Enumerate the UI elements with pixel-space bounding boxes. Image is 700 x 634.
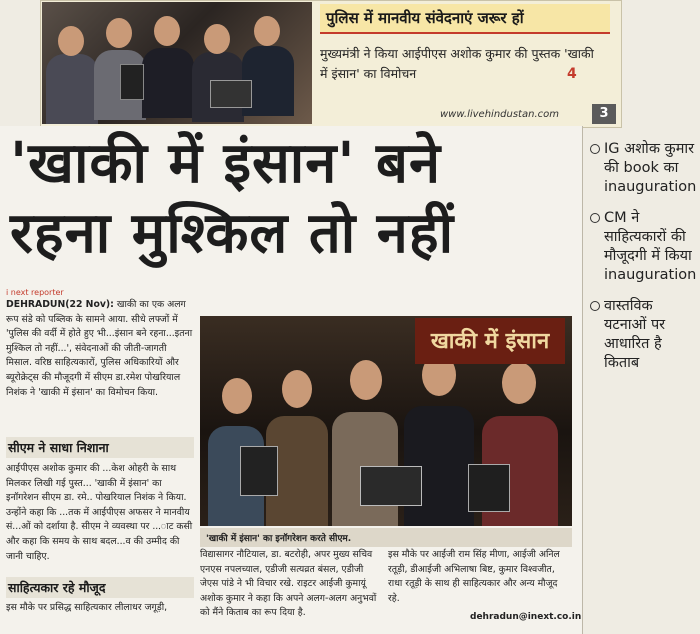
page-number-badge: 3 <box>592 104 616 124</box>
reporter-credit: i next reporter <box>6 288 64 297</box>
article-column-3: इस मौके पर आईजी राम सिंह मीणा, आईजी अनिल रतूड़ी, डीआईजी अभिलाषा बिष्ट, कुमार विश्वजीत, राधा रतूड़ी के साथ ही साहित्यकार और अन्य मौजूद रहे. <box>388 549 560 604</box>
photo-caption: 'खाकी में इंसान' का इनॉगरेशन करते सीएम. <box>200 528 572 547</box>
dateline: DEHRADUN(22 Nov): <box>6 299 114 310</box>
note-item: CM ने साहित्यकारों की मौजूदगी में किया inauguration <box>590 209 698 285</box>
side-notes <box>590 140 698 385</box>
article-paragraph-1: DEHRADUN(22 Nov): खाकी का एक अलग रूप संडे को पब्लिक के सामने आया. सीधे लफ्जों में 'पुलिस की वर्दी में होते हुए भी...इंसान बने रहना...इतना मुश्किल तो नहीं...', संवेदनाओं की जीती-जागती मिसाल. वरिष्ठ साहित्यकारों, पुलिस अधिकारियों और ब्यूरोक्रेट्स की मौजूदगी में सीएम डा.रमेश पोखरियाल निशंक ने 'खाकी में इंसान' का विमोचन किया. <box>6 299 193 398</box>
page-reference: 4 <box>567 66 577 82</box>
subheading-2: साहित्यकार रहे मौजूद <box>6 577 194 598</box>
contact-email: dehradun@inext.co.in <box>470 612 582 622</box>
note-item: वास्तविक यटनाओं पर आधारित है किताब <box>590 297 698 373</box>
headline-line-2: रहना मुश्किल तो नहीं <box>10 200 455 266</box>
event-banner: खाकी में इंसान <box>415 318 565 364</box>
bullet-circle-icon <box>590 301 600 311</box>
subheading-1: सीएम ने साधा निशाना <box>6 437 194 458</box>
headline-line-1: 'खाकी में इंसान' बने <box>10 130 442 196</box>
note-item: IG अशोक कुमार की book का inauguration <box>590 140 698 197</box>
top-news-photo <box>42 2 312 124</box>
article-paragraph-2: आईपीएस अशोक कुमार की ...केश ओहरी के साथ मिलकर लिखी गई पुस्त... 'खाकी में इंसान' का इनॉगरेशन सीएम डा. रमे.. पोखरियाल निशंक ने किया. उन्होंने कहा कि ...तक में आईपीएस अफसर ने मानवीय सं...ओं को दर्शाया है. सीएम ने व्यवस्था पर ...ाट कसी और कहा कि समय के साथ बदल...व की उम्मीद की जानी चाहिए. <box>6 463 193 562</box>
article-column-2: विद्यासागर नौटियाल, डा. बटरोही, अपर मुख्य सचिव एनएस नपलच्याल, एडीजी सत्यव्रत बंसल, एडीजी जेएस पांडे ने भी विचार रखे. राइटर आईजी कुमायूं अशोक कुमार ने कहा कि अपने अलग-अलग अनुभवों को मैंने किताब का रूप दिया है. <box>200 549 377 619</box>
main-headline <box>10 128 570 268</box>
website-url: www.livehindustan.com <box>440 109 559 120</box>
bullet-circle-icon <box>590 144 600 154</box>
bullet-circle-icon <box>590 213 600 223</box>
top-headline: पुलिस में मानवीय संवेदनाएं जरूर हों <box>320 4 610 34</box>
top-subheadline: मुख्यमंत्री ने किया आईपीएस अशोक कुमार की पुस्तक 'खाकी में इंसान' का विमोचन <box>320 46 594 81</box>
article-paragraph-3: इस मौके पर प्रसिद्ध साहित्यकार लीलाधर जगूड़ी, <box>6 602 168 613</box>
